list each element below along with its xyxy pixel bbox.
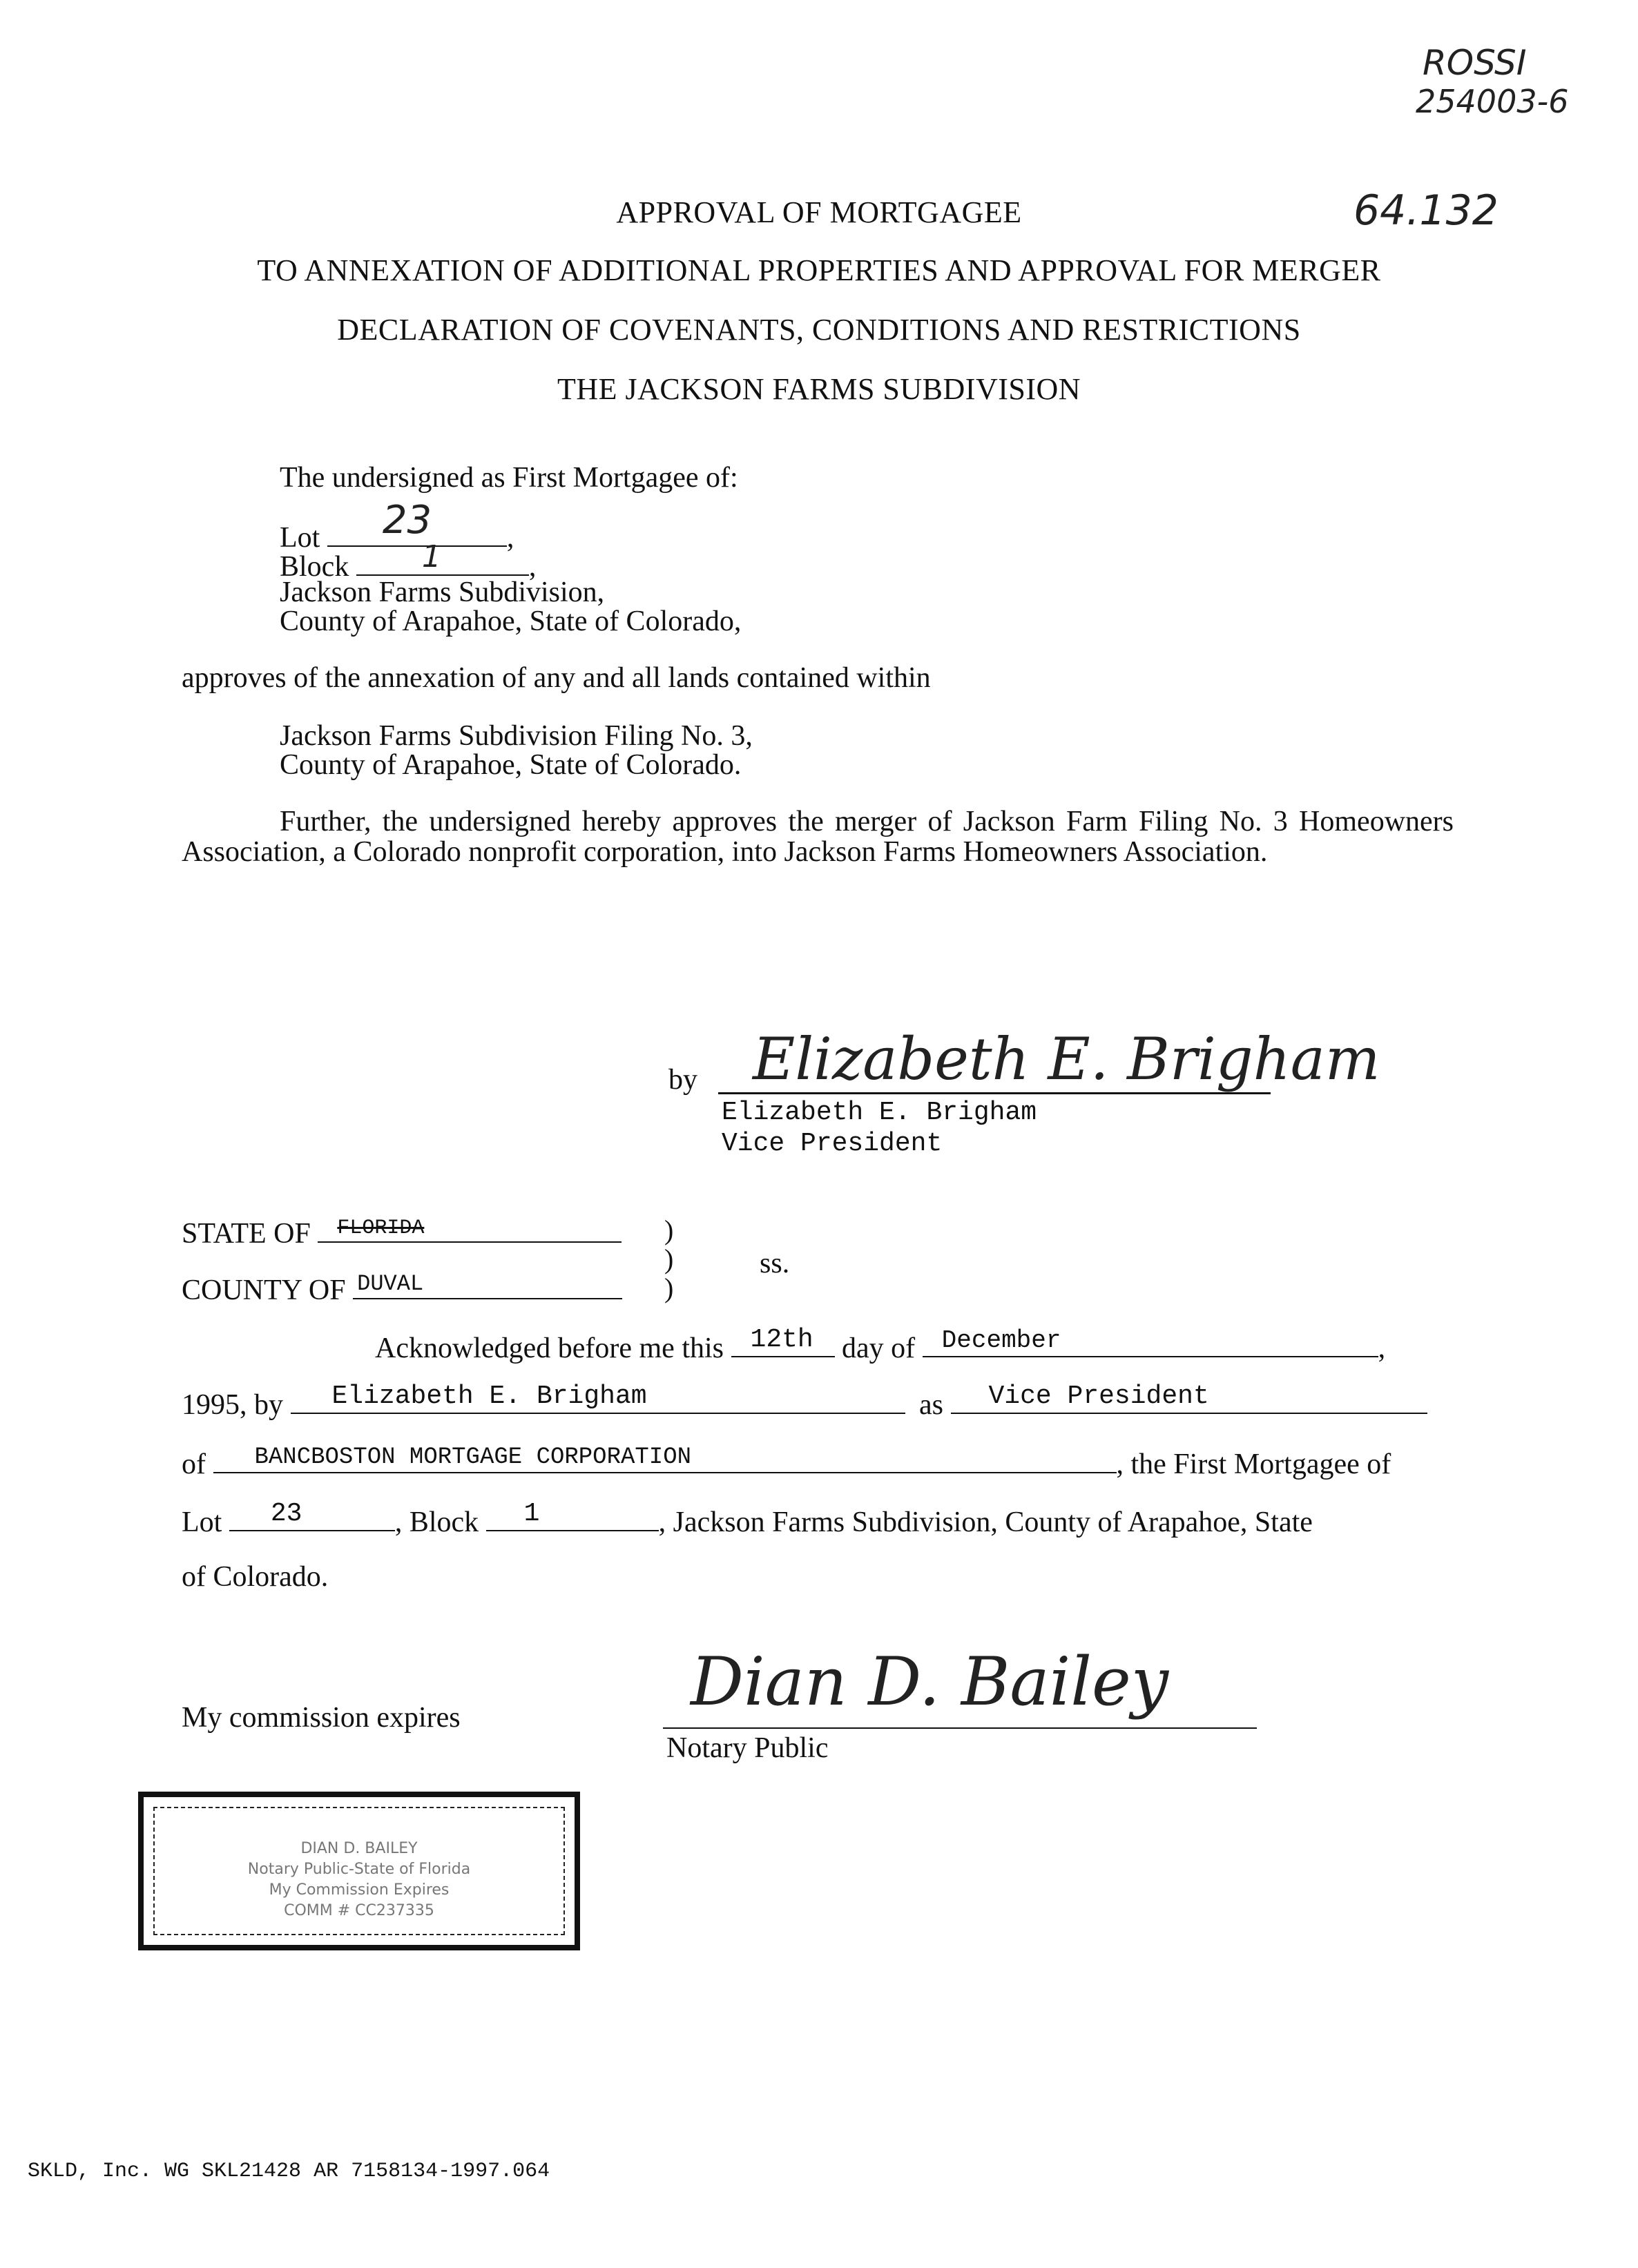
merger-paragraph: Further, the undersigned hereby approves the merger of Jackson Farm Filing No. 3 Homeowners Association, a Colorado nonprofit corporation, into Jackson Farms Homeowners Association. [182,806,1454,868]
notary-public-label: Notary Public [666,1732,829,1764]
ack-block-field [486,1499,659,1531]
ack-block-value: 1 [523,1499,540,1529]
document-subtitle-annexation: TO ANNEXATION OF ADDITIONAL PROPERTIES AND APPROVAL FOR MERGER [257,253,1381,287]
block-value: 1 [421,539,441,574]
ack-first-mortgagee: , the First Mortgagee of [1116,1448,1391,1480]
document-subtitle-subdivision: THE JACKSON FARMS SUBDIVISION [557,372,1081,406]
county-value: DUVAL [357,1271,424,1297]
handwritten-note-number: 254003-6 [1416,83,1569,120]
state-value: FLORIDA [337,1217,425,1240]
lot-comma: , [506,522,514,554]
ack-company-field [213,1444,1117,1473]
ack-block-label: , Block [394,1506,479,1538]
bracket-3: ) [664,1272,674,1303]
state-label: STATE OF [182,1218,311,1250]
block-label: Block [280,551,349,583]
document-title: APPROVAL OF MORTGAGEE [616,195,1022,229]
notary-signature-line [663,1727,1257,1729]
lot-label: Lot [280,522,320,554]
ack-line-1 [375,1325,1386,1365]
ack-of: of [182,1448,206,1480]
county-row [182,1270,622,1307]
stamp-expiry: My Commission Expires [269,1881,450,1899]
ack-lot-field [229,1499,395,1531]
ack-as: as [919,1389,943,1421]
handwritten-note-rossi: ROSSI [1423,43,1527,83]
ack-year-by: 1995, by [182,1389,283,1421]
ack-month-field [923,1328,1378,1357]
state-row [182,1214,622,1250]
block-comma: , [528,551,537,583]
by-label: by [668,1064,697,1096]
lot-value: 23 [382,498,432,543]
ss-text: ss. [760,1248,790,1279]
state-field [318,1214,622,1243]
handwritten-note-code: 64.132 [1353,186,1499,235]
ack-line-3 [182,1444,1391,1481]
ack-tail: , Jackson Farms Subdivision, County of Arapahoe, State [658,1506,1313,1538]
stamp-name: DIAN D. BAILEY [300,1840,418,1857]
document-subtitle-declaration: DECLARATION OF COVENANTS, CONDITIONS AND RESTRICTIONS [337,313,1301,347]
ack-month: December [941,1326,1061,1355]
bracket-1: ) [664,1214,674,1246]
approves-text: approves of the annexation of any and all lands contained within [182,662,931,694]
ack-line-4 [182,1499,1313,1539]
county-field [353,1270,622,1299]
lot-field [327,498,507,547]
footer-reference: SKLD, Inc. WG SKL21428 AR 7158134-1997.064 [28,2160,550,2183]
filing-line-2: County of Arapahoe, State of Colorado. [280,749,742,781]
filing-line-1: Jackson Farms Subdivision Filing No. 3, [280,720,753,752]
ack-lot-value: 23 [270,1499,302,1529]
notary-stamp [138,1792,580,1950]
ack-title: Vice President [988,1382,1209,1411]
bracket-2: ) [664,1243,674,1274]
stamp-state: Notary Public-State of Florida [247,1861,471,1878]
subdivision-text: Jackson Farms Subdivision, [280,576,605,608]
signer-title: Vice President [722,1129,943,1159]
signer-name: Elizabeth E. Brigham [722,1098,1037,1127]
ack-lot-label: Lot [182,1506,222,1538]
ack-title-field [951,1382,1427,1414]
ack-day: 12th [750,1325,813,1355]
commission-text: My commission expires [182,1702,461,1734]
ack-line-2 [182,1382,1427,1422]
ack-prefix: Acknowledged before me this [375,1332,724,1364]
county-state-text: County of Arapahoe, State of Colorado, [280,605,742,637]
ack-day-field [731,1325,835,1357]
ack-person-field [291,1382,905,1414]
county-label: COUNTY OF [182,1274,346,1306]
notary-signature-handwritten: Dian D. Bailey [691,1643,1169,1721]
ack-line-5: of Colorado. [182,1561,329,1593]
intro-text: The undersigned as First Mortgagee of: [280,462,738,494]
signature-handwritten: Elizabeth E. Brigham [753,1025,1380,1093]
ack-person: Elizabeth E. Brigham [331,1382,647,1411]
ack-company: BANCBOSTON MORTGAGE CORPORATION [254,1444,692,1471]
stamp-commission-number: COMM # CC237335 [284,1902,434,1919]
ack-comma: , [1378,1332,1386,1364]
block-field [356,539,529,576]
ack-day-of: day of [842,1332,916,1364]
